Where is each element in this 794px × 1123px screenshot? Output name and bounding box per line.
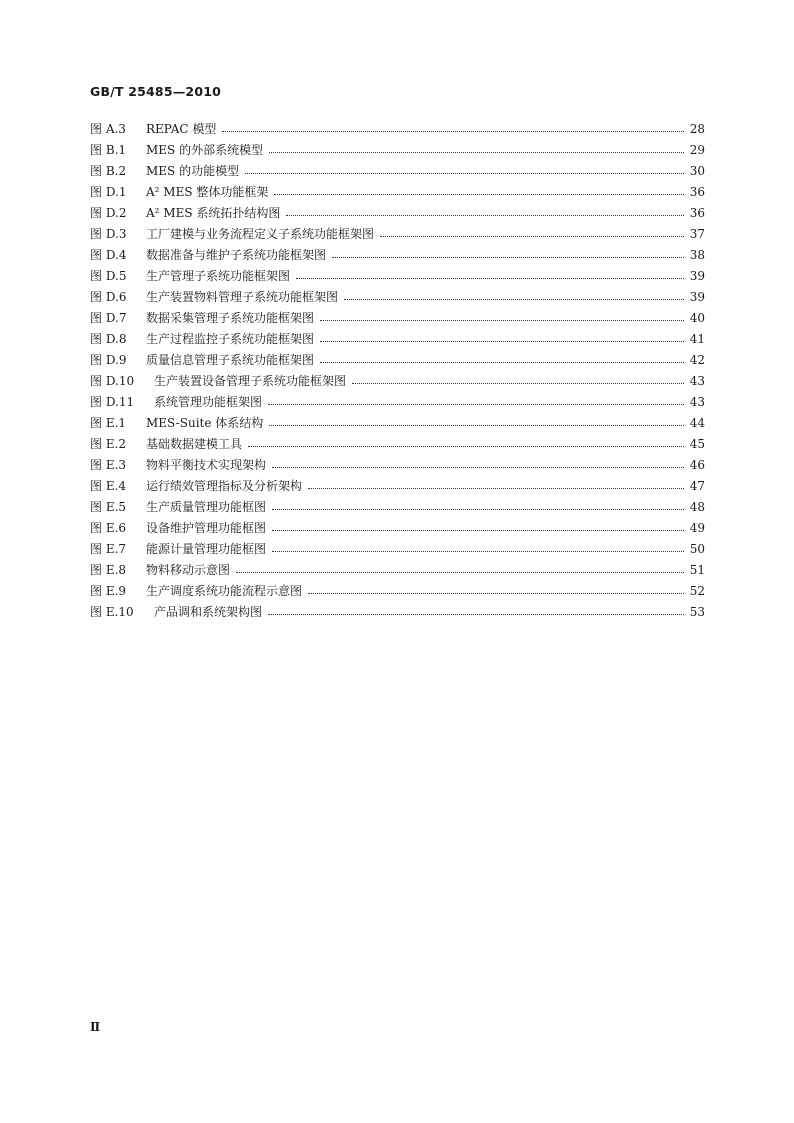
figure-number: 图 D.10	[90, 374, 135, 388]
figure-number: 图 A.3	[90, 122, 126, 136]
page-number: 41	[689, 332, 705, 346]
toc-entry[interactable]	[90, 581, 705, 602]
figure-title: MES 的功能模型	[146, 164, 240, 178]
figure-title: 能源计量管理功能框图	[146, 542, 267, 556]
figure-number: 图 D.7	[90, 311, 127, 325]
dot-leader	[320, 308, 684, 329]
figure-title: 生产装置物料管理子系统功能框架图	[146, 290, 339, 304]
page-folio: Ⅱ	[90, 1020, 101, 1034]
page-number: 51	[689, 563, 705, 577]
figure-title: 质量信息管理子系统功能框架图	[146, 353, 315, 367]
figure-number: 图 E.5	[90, 500, 127, 514]
toc-entry[interactable]	[90, 476, 705, 497]
page-number: 36	[689, 185, 705, 199]
dot-leader	[272, 497, 684, 518]
figure-title: 设备维护管理功能框图	[146, 521, 267, 535]
figure-number: 图 E.7	[90, 542, 127, 556]
figure-title: 运行绩效管理指标及分析架构	[146, 479, 303, 493]
figure-number: 图 D.3	[90, 227, 127, 241]
page-number: 46	[689, 458, 705, 472]
page-number: 48	[689, 500, 705, 514]
figure-title: 生产调度系统功能流程示意图	[146, 584, 303, 598]
figure-number: 图 D.6	[90, 290, 127, 304]
page-number: 53	[689, 605, 705, 619]
figure-title: A² MES 系统拓扑结构图	[146, 206, 281, 220]
dot-leader	[245, 161, 684, 182]
dot-leader	[320, 350, 684, 371]
figure-number: 图 E.2	[90, 437, 127, 451]
toc-entry[interactable]	[90, 518, 705, 539]
figure-number: 图 D.1	[90, 185, 127, 199]
figure-number: 图 E.8	[90, 563, 127, 577]
page-number: 50	[689, 542, 705, 556]
figure-title: 生产过程监控子系统功能框架图	[146, 332, 315, 346]
dot-leader	[268, 392, 684, 413]
toc-entry[interactable]	[90, 329, 705, 350]
figure-number: 图 D.5	[90, 269, 127, 283]
toc-entry[interactable]	[90, 266, 705, 287]
figure-number: 图 E.10	[90, 605, 134, 619]
dot-leader	[248, 434, 684, 455]
figure-title: 物料平衡技术实现架构	[146, 458, 267, 472]
dot-leader	[268, 602, 684, 623]
page-number: 44	[689, 416, 705, 430]
page-number: 42	[689, 353, 705, 367]
dot-leader	[380, 224, 684, 245]
figure-number: 图 D.9	[90, 353, 127, 367]
dot-leader	[332, 245, 684, 266]
toc-entry[interactable]	[90, 308, 705, 329]
toc-entry[interactable]	[90, 497, 705, 518]
figure-title: REPAC 模型	[146, 122, 217, 136]
dot-leader	[274, 182, 683, 203]
figure-title: 系统管理功能框架图	[154, 395, 263, 409]
page-number: 43	[689, 374, 705, 388]
toc-entry[interactable]	[90, 119, 705, 140]
toc-entry[interactable]	[90, 455, 705, 476]
dot-leader	[320, 329, 684, 350]
toc-entry[interactable]	[90, 140, 705, 161]
dot-leader	[272, 455, 684, 476]
figure-title: 物料移动示意图	[146, 563, 231, 577]
toc-entry[interactable]	[90, 182, 705, 203]
figure-number: 图 E.4	[90, 479, 127, 493]
page-number: 40	[689, 311, 705, 325]
figure-title: MES 的外部系统模型	[146, 143, 264, 157]
toc-entry[interactable]	[90, 224, 705, 245]
dot-leader	[269, 140, 684, 161]
dot-leader	[272, 518, 684, 539]
page-number: 45	[689, 437, 705, 451]
page-number: 39	[689, 290, 705, 304]
figure-number: 图 B.2	[90, 164, 127, 178]
page-number: 28	[689, 122, 705, 136]
page-number: 47	[689, 479, 705, 493]
dot-leader	[272, 539, 684, 560]
figure-title: MES-Suite 体系结构	[146, 416, 264, 430]
toc-entry[interactable]	[90, 287, 705, 308]
toc-entry[interactable]	[90, 434, 705, 455]
figure-number: 图 E.1	[90, 416, 127, 430]
dot-leader	[286, 203, 683, 224]
figure-title: 生产装置设备管理子系统功能框架图	[154, 374, 347, 388]
page-number: 30	[689, 164, 705, 178]
figure-title: 生产质量管理功能框图	[146, 500, 267, 514]
figure-title: 数据采集管理子系统功能框架图	[146, 311, 315, 325]
figure-title: 生产管理子系统功能框架图	[146, 269, 291, 283]
standard-code-header: GB/T 25485—2010	[90, 84, 222, 99]
toc-entry[interactable]	[90, 392, 705, 413]
dot-leader	[222, 119, 683, 140]
dot-leader	[308, 476, 684, 497]
figure-title: A² MES 整体功能框架	[146, 185, 269, 199]
page-number: 52	[689, 584, 705, 598]
figure-number: 图 D.2	[90, 206, 127, 220]
figure-number: 图 D.4	[90, 248, 127, 262]
dot-leader	[269, 413, 683, 434]
toc-entry[interactable]	[90, 371, 705, 392]
dot-leader	[352, 371, 684, 392]
figure-list	[90, 119, 705, 623]
figure-number: 图 B.1	[90, 143, 127, 157]
page-number: 36	[689, 206, 705, 220]
toc-entry[interactable]	[90, 602, 705, 623]
figure-title: 基础数据建模工具	[146, 437, 243, 451]
toc-entry[interactable]	[90, 413, 705, 434]
toc-entry[interactable]	[90, 245, 705, 266]
figure-number: 图 E.3	[90, 458, 127, 472]
figure-number: 图 E.9	[90, 584, 127, 598]
figure-number: 图 D.11	[90, 395, 135, 409]
figure-number: 图 E.6	[90, 521, 127, 535]
page-number: 29	[689, 143, 705, 157]
dot-leader	[344, 287, 684, 308]
dot-leader	[236, 560, 684, 581]
page-number: 37	[689, 227, 705, 241]
dot-leader	[308, 581, 684, 602]
toc-entry[interactable]	[90, 350, 705, 371]
page-number: 38	[689, 248, 705, 262]
toc-entry[interactable]	[90, 560, 705, 581]
figure-title: 产品调和系统架构图	[154, 605, 263, 619]
toc-entry[interactable]	[90, 161, 705, 182]
toc-entry[interactable]	[90, 203, 705, 224]
dot-leader	[296, 266, 684, 287]
page-number: 49	[689, 521, 705, 535]
page-number: 43	[689, 395, 705, 409]
figure-number: 图 D.8	[90, 332, 127, 346]
toc-entry[interactable]	[90, 539, 705, 560]
figure-title: 数据准备与维护子系统功能框架图	[146, 248, 327, 262]
figure-title: 工厂建模与业务流程定义子系统功能框架图	[146, 227, 375, 241]
page-number: 39	[689, 269, 705, 283]
